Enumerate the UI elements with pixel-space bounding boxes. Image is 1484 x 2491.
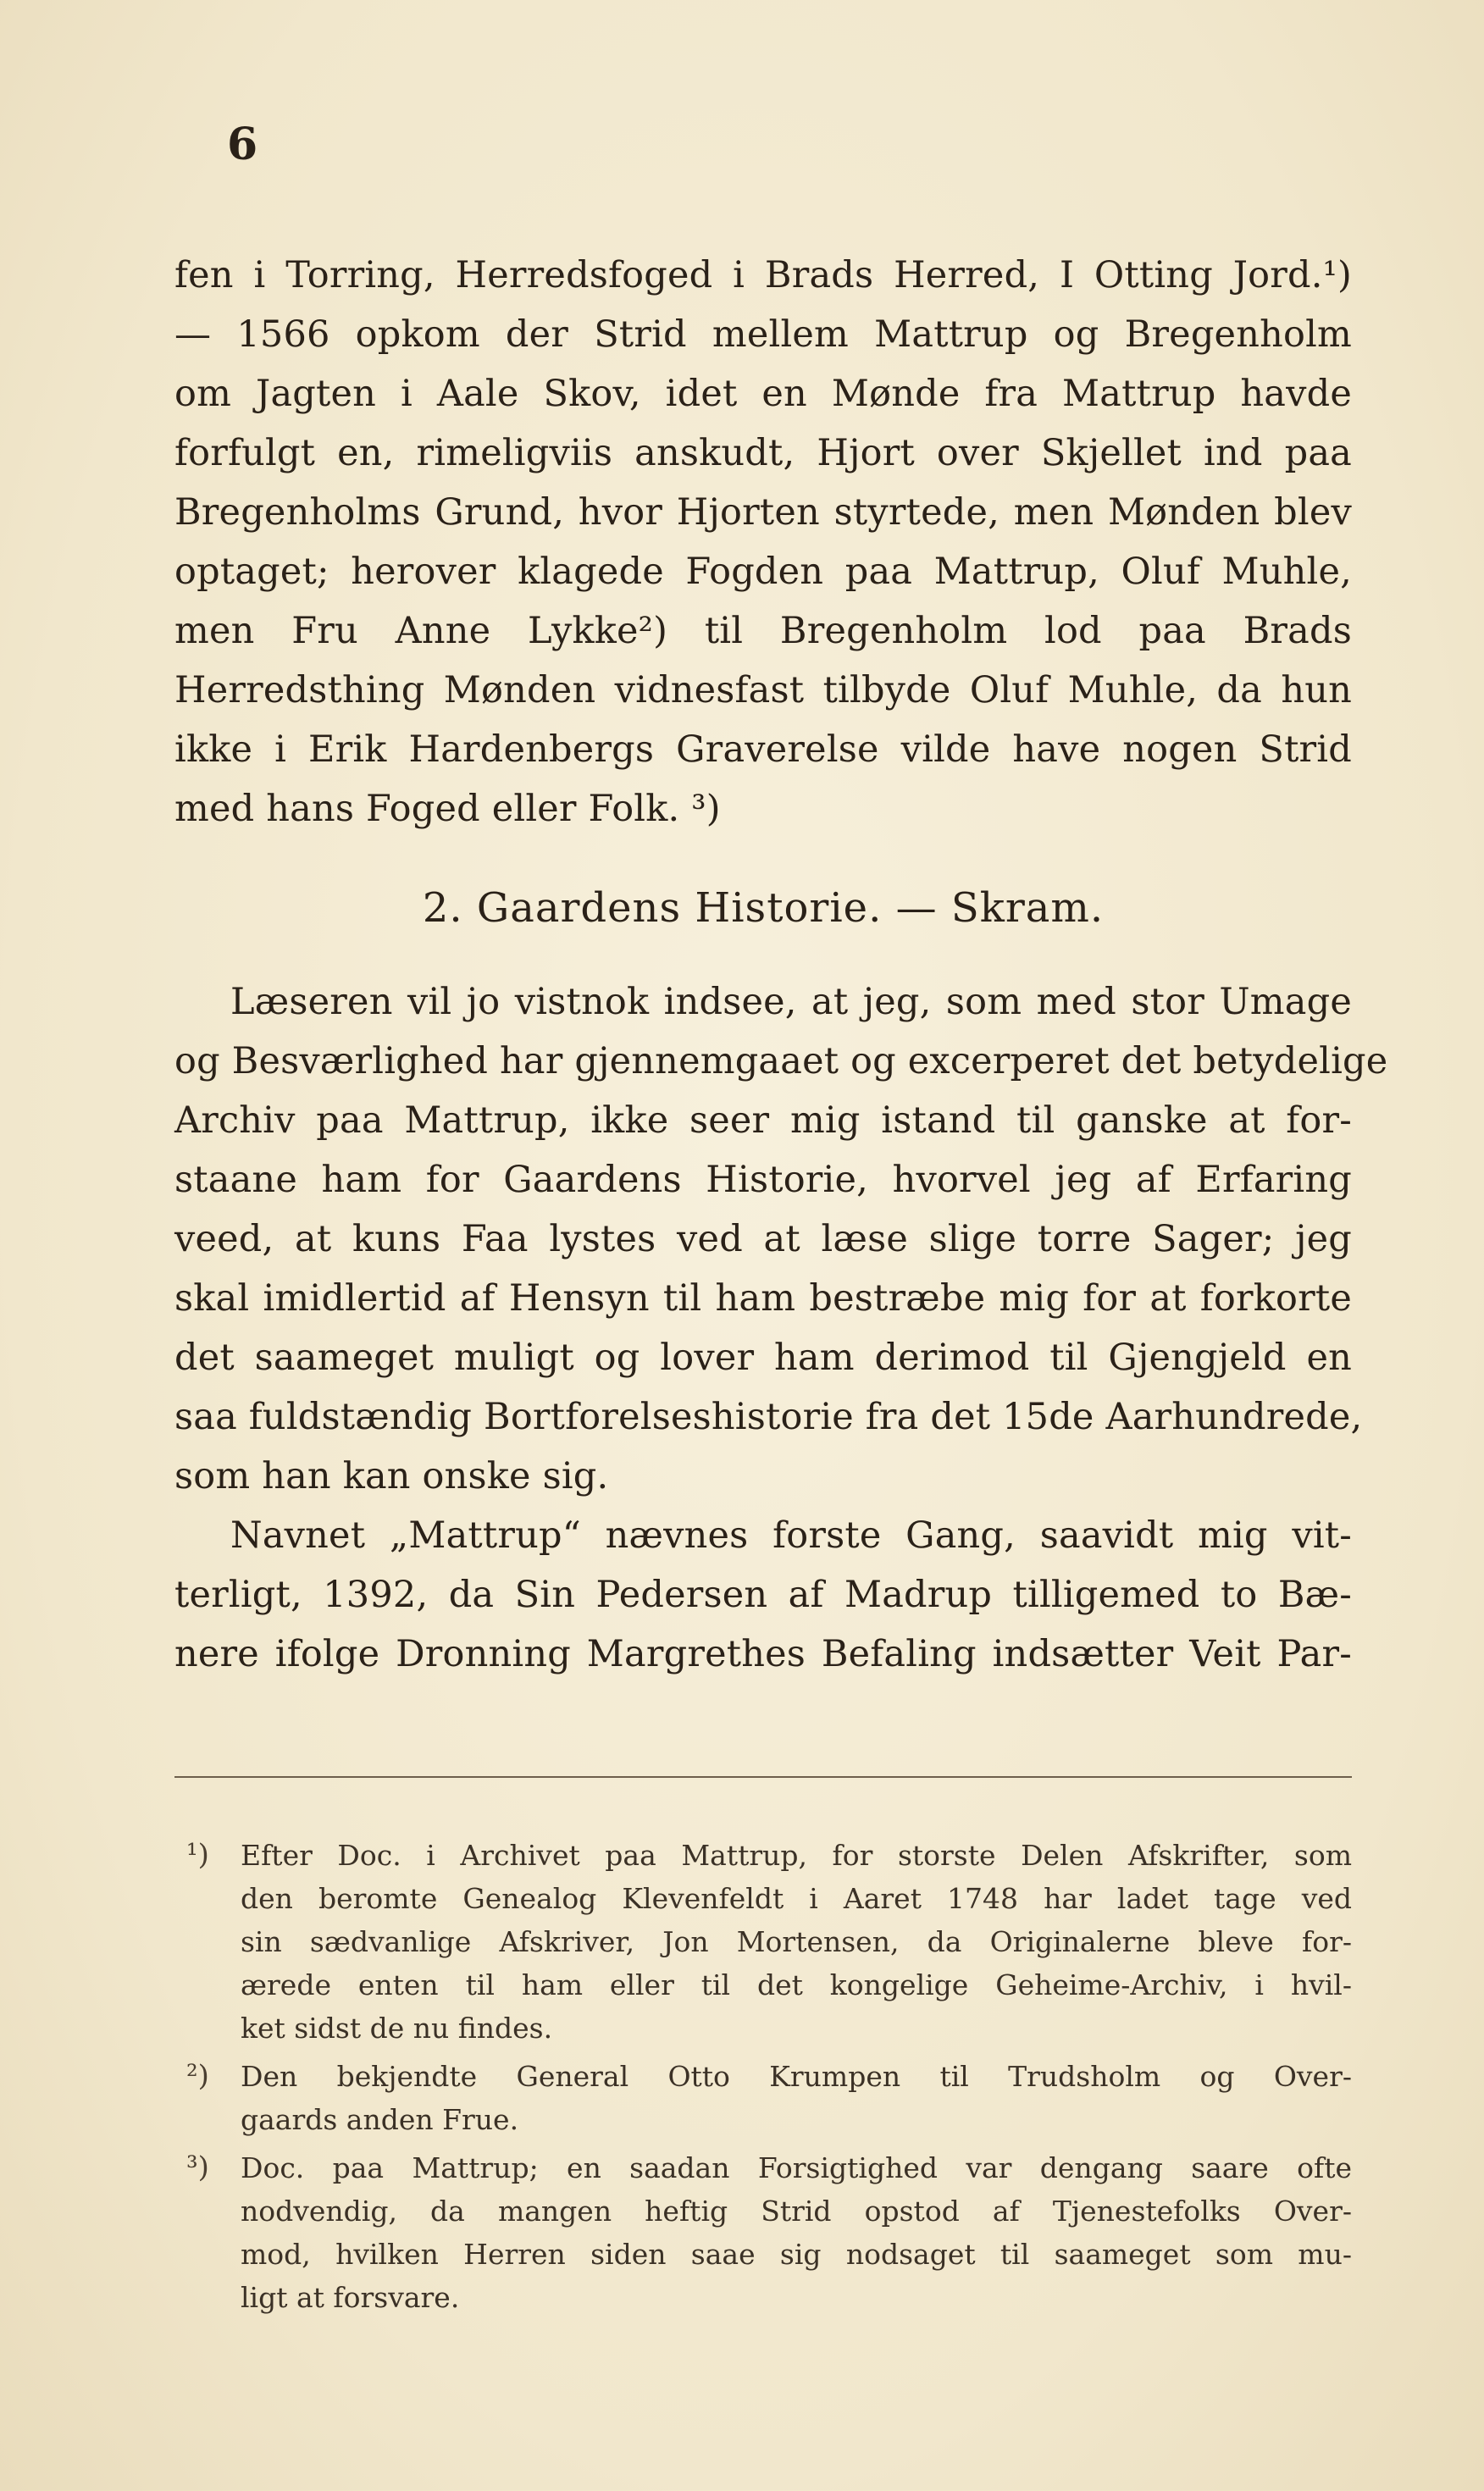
footnotes — [186, 1834, 1352, 2324]
text-line: forfulgt en, rimeligviis anskudt, Hjort over Skjellet ind paa — [174, 432, 1352, 474]
main-text — [174, 246, 1388, 1684]
section-heading: 2. Gaardens Historie. — Skram. — [422, 884, 1105, 932]
text-line: ikke i Erik Hardenbergs Graverelse vilde have nogen Strid — [174, 728, 1352, 771]
footnote-line: Den bekjendte General Otto Krumpen til Trudsholm og Over- — [241, 2060, 1352, 2093]
text-line: nere ifolge Dronning Margrethes Befaling indsætter Veit Par- — [174, 1633, 1352, 1675]
footnote-line: ærede enten til ham eller til det kongelige Geheime-Archiv, i hvil- — [241, 1968, 1352, 2001]
footnote-body — [241, 1834, 1352, 2050]
footnote-line: nodvendig, da mangen heftig Strid opstod af Tjenestefolks Over- — [241, 2195, 1352, 2228]
text-line: det saameget muligt og lover ham derimod til Gjengjeld en — [174, 1337, 1352, 1379]
text-line: og Besværlighed har gjennemgaaet og excerperet det betydelige — [174, 1040, 1388, 1082]
footnote-separator — [174, 1776, 1352, 1778]
footnote-line: den beromte Genealog Klevenfeldt i Aaret 1748 har ladet tage ved — [241, 1882, 1352, 1915]
text-line: men Fru Anne Lykke²) til Bregenholm lod paa Brads — [174, 610, 1352, 652]
footnote-line: gaards anden Frue. — [241, 2103, 519, 2136]
footnote-marker: ²) — [186, 2059, 209, 2093]
text-line: skal imidlertid af Hensyn til ham bestræbe mig for at forkorte — [174, 1277, 1352, 1320]
text-line: med hans Foged eller Folk. ³) — [174, 788, 721, 830]
footnote-line: ket sidst de nu findes. — [241, 2012, 553, 2045]
text-line: saa fuldstændig Bortforelseshistorie fra det 15de Aarhundrede, — [174, 1396, 1363, 1438]
footnote-body — [241, 2146, 1352, 2319]
text-line: Herredsthing Mønden vidnesfast tilbyde Oluf Muhle, da hun — [174, 669, 1352, 711]
text-line: Bregenholms Grund, hvor Hjorten styrtede, men Mønden blev — [174, 491, 1352, 534]
text-line: optaget; herover klagede Fogden paa Mattrup, Oluf Muhle, — [174, 551, 1352, 593]
footnote-line: sin sædvanlige Afskriver, Jon Mortensen, da Originalerne bleve for- — [241, 1925, 1352, 1958]
footnote-line: ligt at forsvare. — [241, 2281, 460, 2314]
footnote-marker: ³) — [186, 2151, 209, 2184]
footnote-line: Doc. paa Mattrup; en saadan Forsigtighed var dengang saare ofte — [241, 2151, 1352, 2184]
text-line: terligt, 1392, da Sin Pedersen af Madrup tilligemed to Bæ- — [174, 1574, 1352, 1616]
text-line: som han kan onske sig. — [174, 1455, 609, 1497]
footnote-line: mod, hvilken Herren siden saae sig nodsaget til saameget som mu- — [241, 2238, 1352, 2271]
footnote-line: Efter Doc. i Archivet paa Mattrup, for storste Delen Afskrifter, som — [241, 1839, 1352, 1872]
paragraph-3 — [174, 1506, 1352, 1684]
text-line: Navnet „Mattrup“ nævnes forste Gang, saavidt mig vit- — [230, 1514, 1352, 1557]
footnote-2 — [186, 2055, 1352, 2141]
text-line: Læseren vil jo vistnok indsee, at jeg, som med stor Umage — [230, 981, 1352, 1023]
text-line: veed, at kuns Faa lystes ved at læse slige torre Sager; jeg — [174, 1218, 1352, 1260]
text-line: fen i Torring, Herredsfoged i Brads Herred, I Otting Jord.¹) — [174, 254, 1352, 296]
footnote-1 — [186, 1834, 1352, 2050]
text-line: — 1566 opkom der Strid mellem Mattrup og Bregenholm — [174, 313, 1352, 356]
text-line: staane ham for Gaardens Historie, hvorvel jeg af Erfaring — [174, 1159, 1352, 1201]
page-number: 6 — [227, 119, 259, 170]
footnote-3 — [186, 2146, 1352, 2319]
footnote-marker: ¹) — [186, 1838, 209, 1872]
paragraph-1 — [174, 246, 1352, 839]
paragraph-2 — [174, 972, 1388, 1506]
text-line: om Jagten i Aale Skov, idet en Mønde fra Mattrup havde — [174, 373, 1352, 415]
footnote-body — [241, 2055, 1352, 2141]
text-line: Archiv paa Mattrup, ikke seer mig istand til ganske at for- — [174, 1099, 1352, 1142]
